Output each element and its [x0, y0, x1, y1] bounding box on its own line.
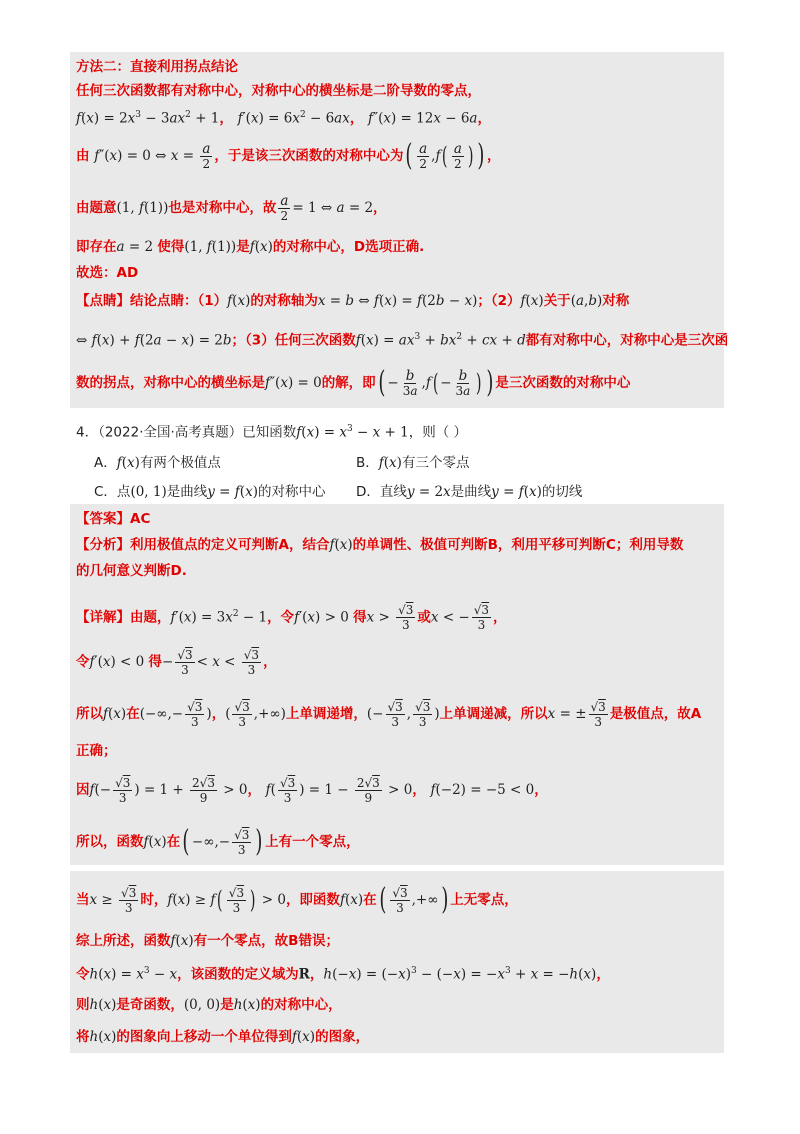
sol-detail-11: 将h(x)的图象向上移动一个单位得到f(x)的图象，	[76, 1029, 370, 1045]
method2-line1: 任何三次函数都有对称中心，对称中心的横坐标是二阶导数的零点，	[76, 83, 481, 99]
sol-analysis-2: 的几何意义判断D.	[76, 563, 187, 579]
sol-detail-2: 令f′(x) < 0 得− $\frac{√3}{3}$ < x < $\frac{√3}{3}$ ，	[76, 647, 277, 677]
method2-line5: 即存在a = 2 使得(1, f(1))是f(x)的对称中心，D选项正确.	[76, 239, 425, 255]
tip-line3: 数的拐点，对称中心的横坐标是f″(x) = 0的解，即( − $\frac{b}{3a}$ ,f( − $\frac{b}{3a}$ ) ) 是三次函数的对称中心	[76, 365, 631, 400]
sol-detail-9: 令$h(x) = x^3 - x$，该函数的定义域为R，$h(-x) = (-x)^3 - (-x) = -x^3 + x = -h(x)$，	[76, 966, 610, 983]
q4-option-a[interactable]: A．f(x)有两个极值点	[94, 455, 221, 471]
sol-detail-7: 当x ≥ $\frac{√3}{3}$ 时，f(x) ≥ f( $\frac{√3}{3}$ ) > 0，即函数f(x)在( $\frac{√3}{3}$ ,+∞) 上无零点，	[76, 882, 518, 917]
method2-answer: 故选：AD	[76, 265, 139, 281]
sol-analysis-1: 【分析】利用极值点的定义可判断A，结合f(x)的单调性、极值可判断B，利用平移可判断C；利用导数	[76, 537, 684, 553]
method2-line2: $f(x) = 2x^3 - 3ax^2 + 1$， $f'(x) = 6x^2 - 6ax$， f″(x) = 12x − 6a，	[76, 110, 491, 127]
method2-line4: 由题意(1, f(1))也是对称中心，故 $\frac{a}{2}$ = 1 ⇔ a = 2，	[76, 192, 387, 223]
q4-stem: 4．（2022·全国·高考真题）已知函数$f(x) = x^3 - x + 1$，则（ ）	[76, 424, 468, 441]
method2-heading: 方法二：直接利用拐点结论	[76, 59, 238, 75]
method2-line3: 由 f″(x) = 0 ⇔ x = $\frac{a}{2}$ ，于是该三次函数的对称中心为( $\frac{a}{2}$ ,f( $\frac{a}{2}$ ) ) ，	[76, 138, 501, 173]
q4-option-c[interactable]: C．点(0, 1)是曲线y = f(x)的对称中心	[94, 484, 326, 500]
sol-detail-5: 因f(− $\frac{√3}{3}$ ) = 1 + $\frac{2√3}{9}$ > 0， f( $\frac{√3}{3}$ ) = 1 − $\frac{2√3}{9}$ > 0， f(−2) = −5 < 0，	[76, 775, 548, 805]
sol-answer: 【答案】AC	[76, 511, 151, 527]
sol-detail-3: 所以f(x)在(−∞,− $\frac{√3}{3}$ )，( $\frac{√3}{3}$ ,+∞)上单调递增，(− $\frac{√3}{3}$ , $\frac{√3}{3}$ )上单调递减，所以x = ± $\frac{√3}{3}$ 是极值点，故A	[76, 699, 702, 729]
sol-detail-1: 【详解】由题，$f'(x) = 3x^2 - 1$，令f′(x) > 0 得x > $\frac{√3}{3}$ 或x < − $\frac{√3}{3}$ ，	[76, 603, 507, 632]
sol-detail-6: 所以，函数f(x)在( −∞,− $\frac{√3}{3}$ ) 上有一个零点，	[76, 824, 360, 859]
tip-line1: 【点睛】结论点睛：（1）f(x)的对称轴为x = b ⇔ f(x) = f(2b − x)；（2）f(x)关于(a,b)对称	[76, 293, 630, 309]
sol-detail-4: 正确；	[76, 743, 117, 759]
q4-option-d[interactable]: D．直线y = 2x是曲线y = f(x)的切线	[356, 484, 583, 500]
sol-detail-8: 综上所述，函数f(x)有一个零点，故B错误；	[76, 933, 339, 949]
sol-detail-10: 则h(x)是奇函数，(0, 0)是h(x)的对称中心，	[76, 997, 342, 1013]
tip-line2: ⇔ f(x) + f(2a − x) = 2b；（3）任何三次函数$f(x) = ax^3 + bx^2$ + cx + d都有对称中心，对称中心是三次函	[76, 332, 729, 349]
q4-option-b[interactable]: B．f(x)有三个零点	[356, 455, 470, 471]
